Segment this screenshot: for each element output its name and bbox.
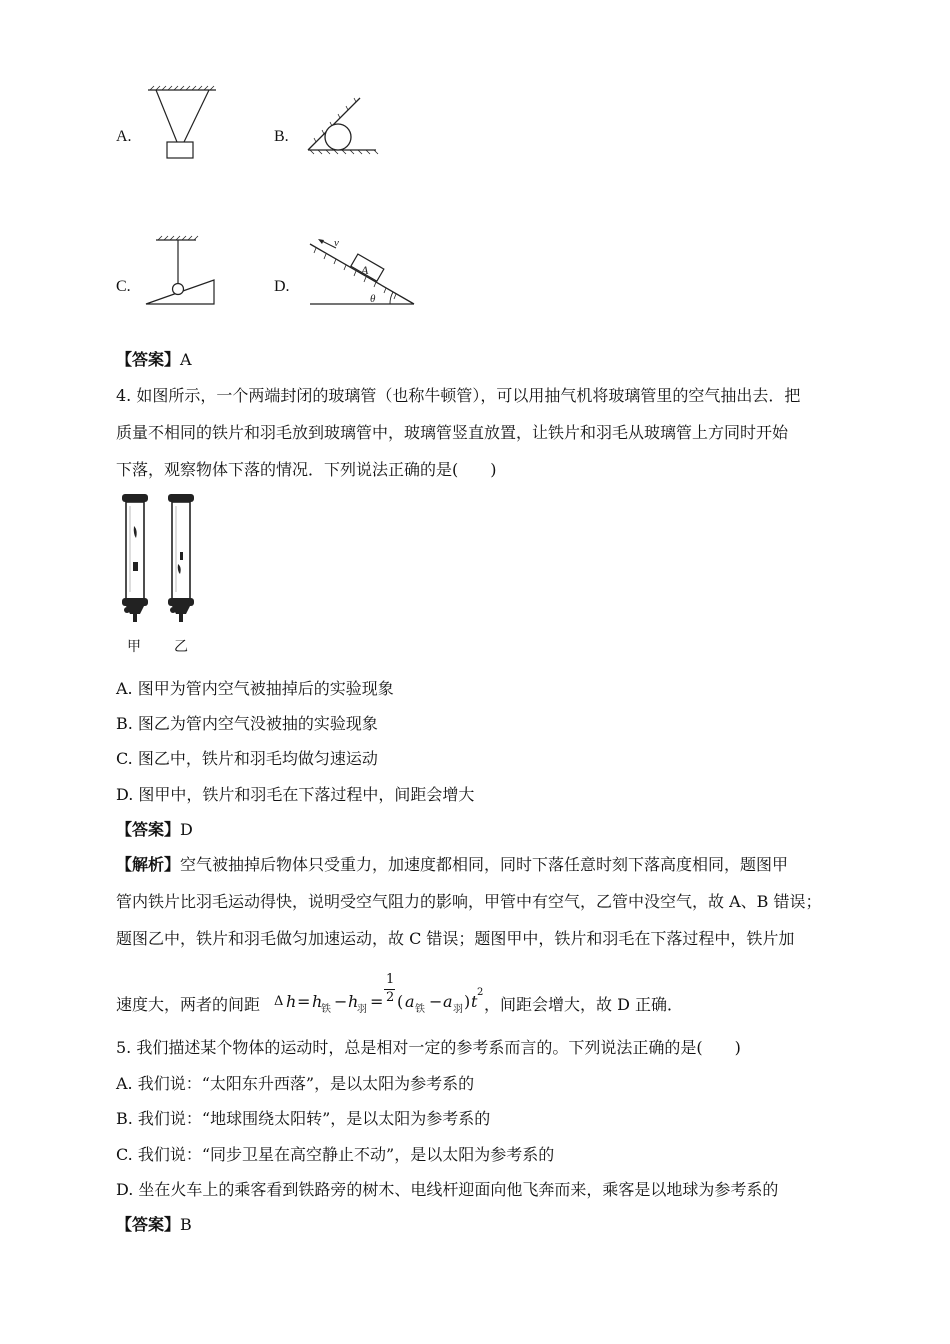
q4-formula-a-iron: a (405, 992, 415, 1011)
q4-formula-delta: Δ (274, 994, 284, 1009)
q4-formula-minus2: − (429, 992, 443, 1011)
q3-option-b-label: B. (274, 128, 289, 145)
q5-stem: 5. 我们描述某个物体的运动时，总是相对一定的参考系而言的。下列说法正确的是( ) (116, 1038, 741, 1057)
q5-option-c: C. 我们说：“同步卫星在高空静止不动”，是以太阳为参考系的 (116, 1145, 555, 1164)
q3-figure-d-angle-label: θ (370, 293, 376, 305)
q4-formula-sub-iron: 铁 (321, 1004, 331, 1015)
q4-formula-prefix: 速度大，两者的间距 (116, 995, 261, 1014)
q4-formula-a-feather: a (443, 992, 453, 1011)
q4-formula-frac-num: 1 (386, 972, 395, 987)
q4-analysis-line-3: 题图乙中，铁片和羽毛做匀加速运动，故 C 错误；题图甲中，铁片和羽毛在下落过程中，铁片加 (116, 929, 795, 948)
q3-figure-d-v-label: v (334, 237, 339, 249)
q4-tube-yi (168, 494, 194, 622)
q4-formula-eq1: = (297, 992, 311, 1011)
q4-formula-h: h (286, 992, 297, 1011)
q4-newton-tubes-figure (116, 492, 202, 630)
q3-figure-d-block-label: A (361, 263, 369, 277)
q3-answer-tag: 【答案】 (116, 350, 181, 369)
q4-option-b: B. 图乙为管内空气没被抽的实验现象 (116, 714, 378, 733)
q3-option-d-label: D. (274, 278, 290, 295)
q4-stem-line-2: 质量不相同的铁片和羽毛放到玻璃管中，玻璃管竖直放置，让铁片和羽毛从玻璃管上方同时开始 (116, 423, 789, 442)
q5-option-b: B. 我们说：“地球围绕太阳转”，是以太阳为参考系的 (116, 1109, 491, 1128)
q4-formula-sub-feather: 羽 (357, 1004, 367, 1015)
q4-option-d: D. 图甲中，铁片和羽毛在下落过程中，间距会增大 (116, 785, 475, 804)
q4-formula-frac-den: 2 (386, 990, 395, 1005)
q3-figure-d (306, 234, 418, 308)
q4-formula-t-sq: 2 (477, 987, 484, 998)
q4-formula-t: t (471, 992, 478, 1011)
q3-figure-c (144, 236, 218, 308)
q3-answer-value: A (180, 350, 192, 369)
q4-formula-line: 速度大，两者的间距 Δ h = h 铁 − h 羽 = 1 2 ( a 铁 − a 羽 ) t 2 ，间距会增大，故 D 正确． (116, 972, 684, 1015)
q5-option-d: D. 坐在火车上的乘客看到铁路旁的树木、电线杆迎面向他飞奔而来，乘客是以地球为参考系的 (116, 1180, 779, 1199)
q4-formula-h-feather: h (348, 992, 359, 1011)
q4-stem-line-1: 4. 如图所示，一个两端封闭的玻璃管（也称牛顿管），可以用抽气机将玻璃管里的空气抽出去．把 (116, 386, 801, 405)
q4-formula-suffix: ，间距会增大，故 D 正确． (484, 995, 684, 1014)
q4-formula-minus1: − (334, 992, 348, 1011)
q5-answer-value: B (180, 1215, 192, 1234)
q4-formula-eq2: = (370, 992, 384, 1011)
q4-formula-h-iron: h (312, 992, 323, 1011)
q4-option-c: C. 图乙中，铁片和羽毛均做匀速运动 (116, 749, 378, 768)
q4-tube-jia (122, 494, 148, 622)
q5-answer-tag: 【答案】 (116, 1215, 181, 1234)
q4-formula-sub-feather-2: 羽 (453, 1004, 463, 1015)
q4-analysis-tag: 【解析】 (116, 855, 181, 874)
q4-option-a: A. 图甲为管内空气被抽掉后的实验现象 (116, 679, 394, 698)
q4-tube-label-yi: 乙 (174, 639, 188, 655)
q3-figure-a (146, 86, 218, 162)
q5-answer (116, 1215, 192, 1235)
q3-figure-b (304, 94, 380, 158)
q3-answer (116, 350, 192, 370)
q4-answer-tag: 【答案】 (116, 820, 181, 839)
q3-option-a-label: A. (116, 128, 132, 145)
q4-stem-line-3: 下落，观察物体下落的情况．下列说法正确的是( ) (116, 460, 497, 479)
q4-answer (116, 820, 193, 840)
q4-analysis-line-1 (116, 855, 788, 875)
q4-analysis-text-1: 空气被抽掉后物体只受重力，加速度都相同，同时下落任意时刻下落高度相同，题图甲 (180, 855, 789, 874)
q5-option-a: A. 我们说：“太阳东升西落”，是以太阳为参考系的 (116, 1074, 475, 1093)
q4-analysis-line-2: 管内铁片比羽毛运动得快，说明受空气阻力的影响，甲管中有空气，乙管中没空气，故 A、B 错误； (116, 892, 822, 911)
q4-formula-sub-iron-2: 铁 (415, 1004, 425, 1015)
q4-tube-label-jia: 甲 (127, 639, 141, 655)
q3-option-c-label: C. (116, 278, 131, 295)
q4-answer-value: D (180, 820, 193, 839)
